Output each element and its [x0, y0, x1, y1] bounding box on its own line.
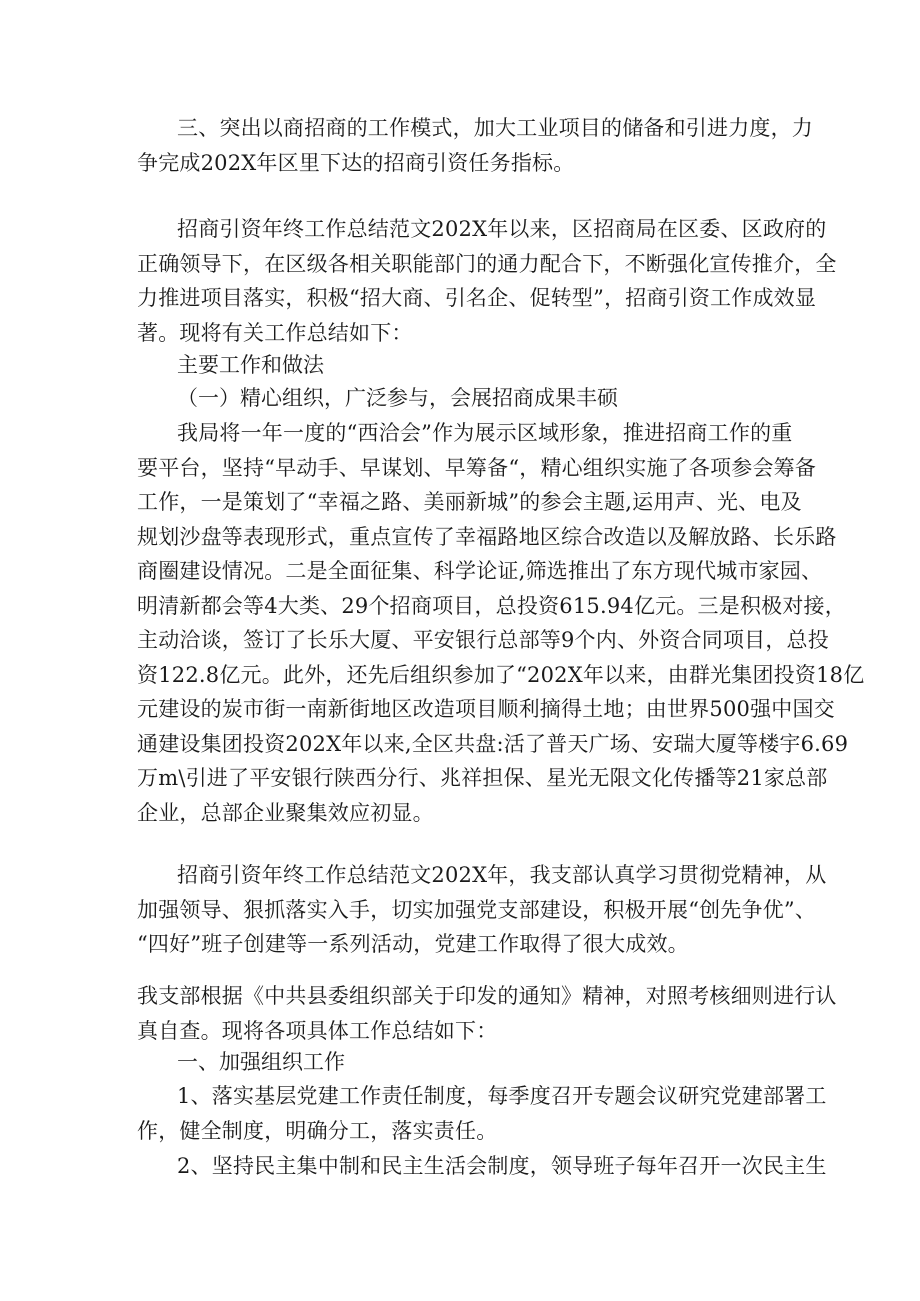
text-line: 力推进项目落实，积极“招大商、引名企、促转型”，招商引资工作成效显 — [137, 286, 817, 310]
text-line: 真自查。现将各项具体工作总结如下： — [137, 1018, 498, 1043]
text-line: 万m\引进了平安银行陕西分行、兆祥担保、星光无限文化传播等21家总部 — [137, 766, 828, 790]
text-line: 招商引资年终工作总结范文202X年，我支部认真学习贯彻党精神，从 — [177, 863, 827, 887]
text-line: 通建设集团投资202X年以来,全区共盘:活了普天广场、安瑞大厦等楼宇6.69 — [137, 731, 849, 756]
paragraph-2 — [137, 212, 837, 350]
text-line: 加强领导、狠抓落实入手，切实加强党支部建设，积极开展“创先争优”、 — [137, 897, 817, 922]
section-heading: 一、加强组织工作 — [177, 1050, 345, 1074]
paragraph-4 — [137, 858, 827, 962]
text-line: 要平台，坚持“早动手、早谋划、早筹备“，精心组织实施了各项参会筹备 — [137, 455, 817, 480]
paragraph-3 — [137, 416, 865, 830]
text-line: 明清新都会等4大类、29个招商项目，总投资615.94亿元。三是积极对接， — [137, 593, 846, 618]
subsection-heading: （一）精心组织，广泛参与，会展招商成果丰硕 — [177, 386, 618, 410]
text-line: 资122.8亿元。此外，还先后组织参加了“202X年以来，由群光集团投资18亿 — [137, 662, 865, 687]
text-line: “四好”班子创建等一系列活动，党建工作取得了很大成效。 — [137, 932, 689, 956]
paragraph-1 — [137, 111, 813, 180]
text-line: 规划沙盘等表现形式，重点宣传了幸福路地区综合改造以及解放路、长乐路 — [137, 524, 837, 549]
text-line: 元建设的炭市街一南新街地区改造项目顺利摘得土地；由世界500强中国交 — [137, 697, 835, 721]
text-line: 我局将一年一度的“西洽会”作为展示区域形象，推进招商工作的重 — [177, 421, 793, 445]
text-line: 1、落实基层党建工作责任制度，每季度召开专题会议研究党建部署工 — [177, 1084, 827, 1108]
text-line: 商圈建设情况。二是全面征集、科学论证,筛选推出了东方现代城市家园、 — [137, 559, 823, 583]
text-line: 企业，总部企业聚集效应初显。 — [137, 800, 434, 825]
text-line: 正确领导下，在区级各相关职能部门的通力配合下，不断强化宣传推介，全 — [137, 251, 837, 276]
text-line: 招商引资年终工作总结范文202X年以来，区招商局在区委、区政府的 — [177, 217, 827, 241]
text-line: 工作，一是策划了“幸福之路、美丽新城”的参会主题,运用声、光、电及 — [137, 490, 802, 514]
text-line: 2、坚持民主集中制和民主生活会制度，领导班子每年召开一次民主生 — [177, 1154, 827, 1178]
paragraph-5 — [137, 979, 837, 1048]
paragraph-6 — [137, 1079, 827, 1148]
text-line: 三、突出以商招商的工作模式，加大工业项目的储备和引进力度，力 — [177, 116, 813, 140]
text-line: 我支部根据《中共县委组织部关于印发的通知》精神，对照考核细则进行认 — [137, 984, 837, 1008]
text-line: 主动洽谈，签订了长乐大厦、平安银行总部等9个内、外资合同项目，总投 — [137, 628, 829, 652]
text-line: 作，健全制度，明确分工，落实责任。 — [137, 1118, 498, 1143]
section-heading: 主要工作和做法 — [177, 353, 324, 377]
paragraph-7 — [137, 1149, 827, 1184]
text-line: 争完成202X年区里下达的招商引资任务指标。 — [137, 150, 575, 175]
text-line: 著。现将有关工作总结如下： — [137, 320, 413, 345]
